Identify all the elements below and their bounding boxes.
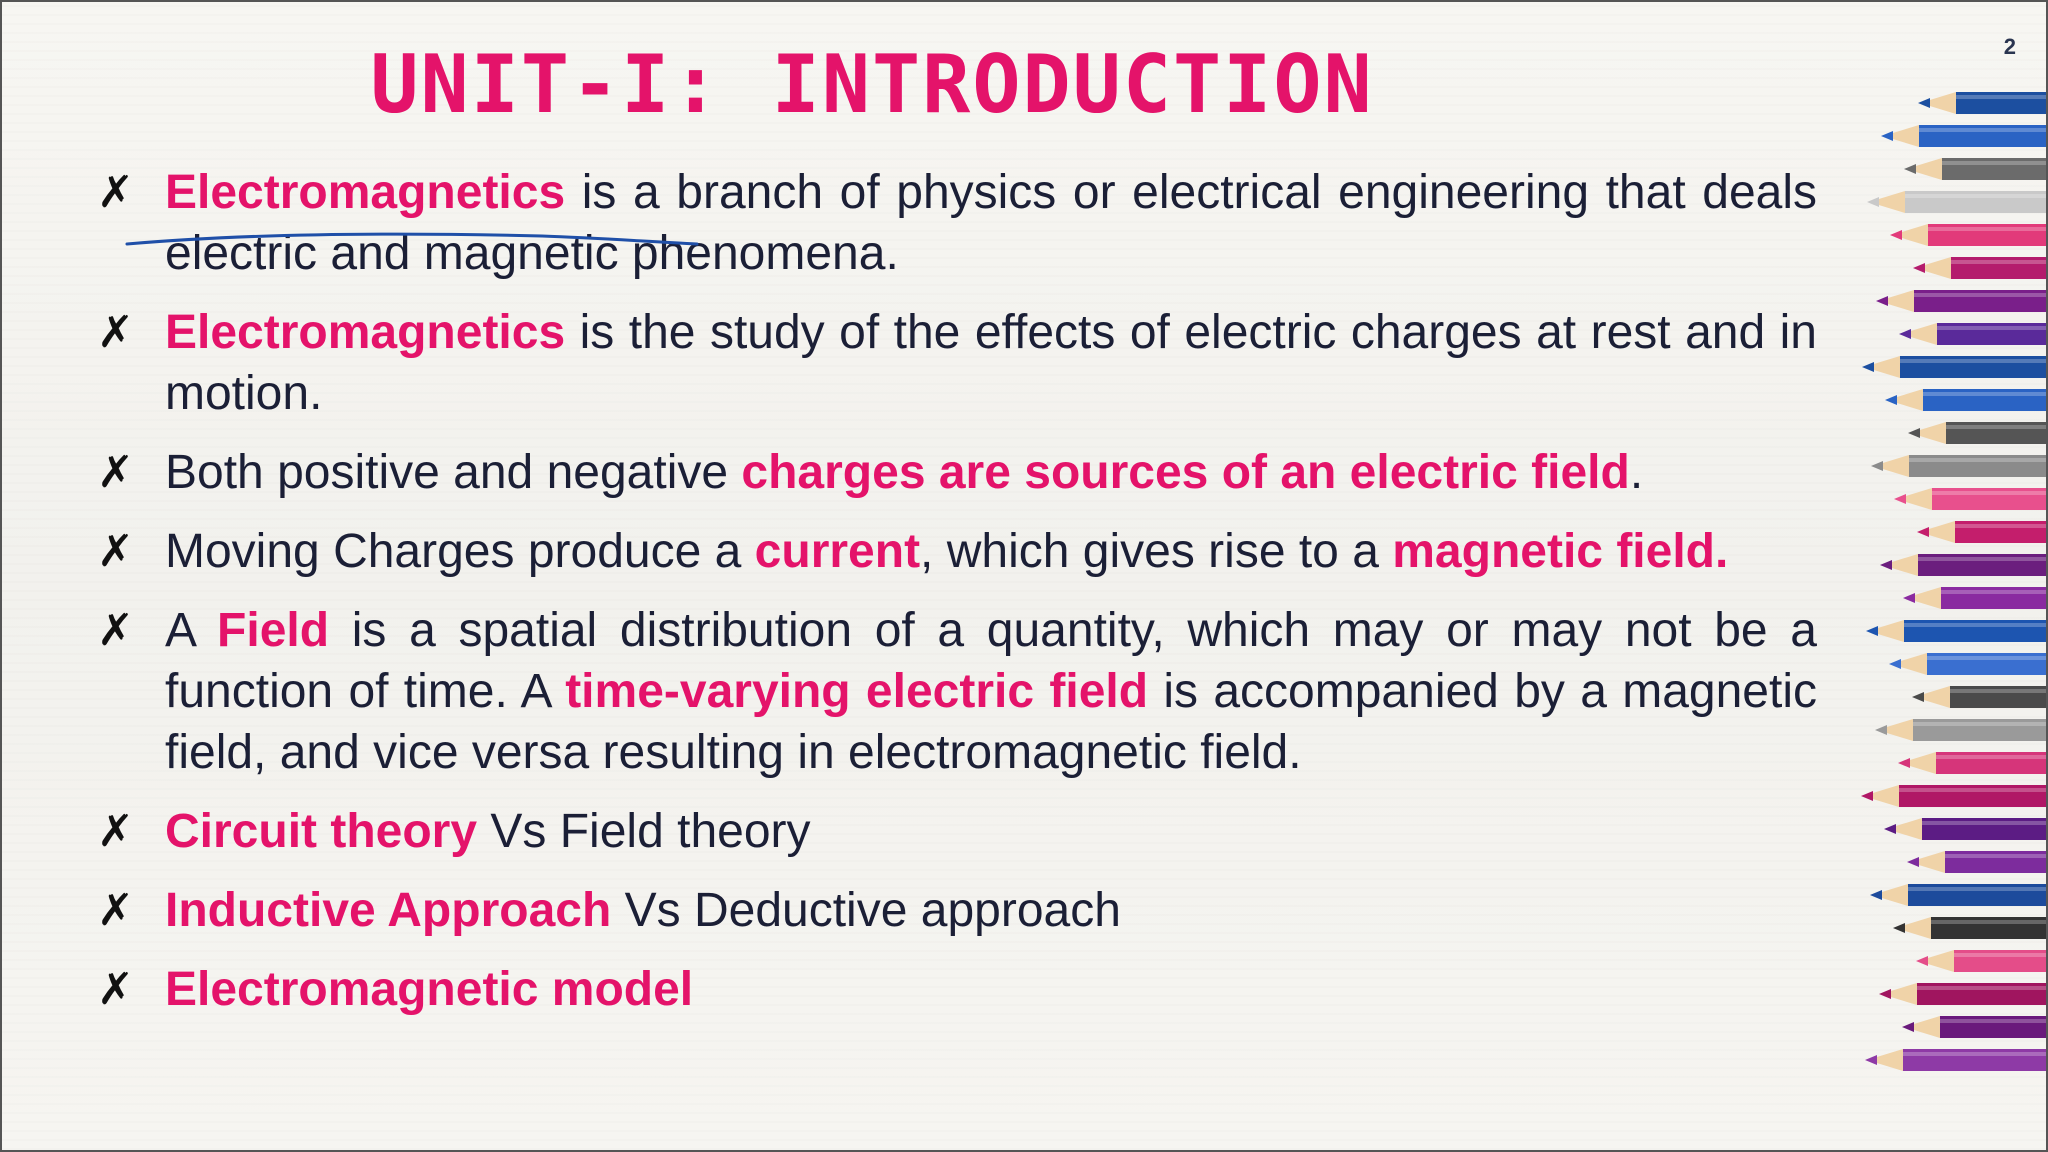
pencil-icon xyxy=(1913,257,2046,279)
pencil-icon xyxy=(1917,521,2046,543)
pencil-icon xyxy=(1875,719,2046,741)
pencil-icon xyxy=(1918,92,2046,114)
bullet-item xyxy=(97,302,1817,424)
keyword: Field xyxy=(217,604,330,657)
pencil-icon xyxy=(1903,587,2046,609)
cross-mark-icon: ✗ xyxy=(97,605,134,656)
bullet-text: is a spatial distribution of a quantity, which may or may not be a function of time. A xyxy=(165,604,1817,718)
bullet-item xyxy=(97,162,1817,284)
cross-mark-icon: ✗ xyxy=(97,964,134,1015)
keyword: magnetic field xyxy=(1392,525,1715,578)
pencil-icon xyxy=(1880,554,2046,576)
pencil-icon xyxy=(1894,488,2046,510)
pencil-icon xyxy=(1899,323,2046,345)
cross-mark-icon: ✗ xyxy=(97,806,134,857)
bullet-list xyxy=(97,162,1817,1020)
cross-mark-icon: ✗ xyxy=(97,167,134,218)
bullet-item xyxy=(97,600,1817,783)
page-number: 2 xyxy=(2003,34,2016,59)
colored-pencils-border xyxy=(1786,82,2046,1102)
pencil-icon xyxy=(1870,884,2046,906)
pencil-icon xyxy=(1890,224,2046,246)
pencil-icon xyxy=(1881,125,2046,147)
pencil-icon xyxy=(1912,686,2046,708)
pencil-icon xyxy=(1898,752,2046,774)
keyword: current xyxy=(754,525,921,578)
pencil-icon xyxy=(1867,191,2046,213)
bullet-item xyxy=(97,880,1817,941)
pencil-icon xyxy=(1876,290,2046,312)
keyword: Inductive Approach xyxy=(165,884,612,937)
pencil-icon xyxy=(1893,917,2046,939)
bullet-text: , which gives rise to a xyxy=(920,525,1393,578)
pencil-icon xyxy=(1889,653,2046,675)
pencil-icon xyxy=(1866,620,2046,642)
cross-mark-icon: ✗ xyxy=(97,447,134,498)
pencil-icon xyxy=(1908,422,2046,444)
bullet-text: . xyxy=(1714,525,1729,578)
pencil-icon xyxy=(1902,1016,2046,1038)
pencil-icon xyxy=(1879,983,2046,1005)
pencil-icon xyxy=(1904,158,2046,180)
bullet-text: A xyxy=(165,604,218,657)
pencil-icon xyxy=(1916,950,2046,972)
pencil-icon xyxy=(1871,455,2046,477)
pencil-icon xyxy=(1862,356,2046,378)
pencil-icon xyxy=(1884,818,2046,840)
cross-mark-icon: ✗ xyxy=(97,885,134,936)
keyword: Electromagnetics xyxy=(165,166,566,219)
cross-mark-icon: ✗ xyxy=(97,307,134,358)
bullet-item xyxy=(97,959,1817,1020)
bullet-item xyxy=(97,521,1817,582)
bullet-text: Moving Charges produce a xyxy=(165,525,755,578)
bullet-text: Both positive and negative xyxy=(165,446,742,499)
pencil-icon xyxy=(1861,785,2046,807)
keyword: charges are sources of an electric field xyxy=(741,446,1630,499)
keyword: Circuit theory xyxy=(165,805,478,858)
pen-underline-annotation xyxy=(122,228,702,252)
bullet-item xyxy=(97,801,1817,862)
pencil-icon xyxy=(1865,1049,2046,1071)
bullet-text: Vs Field theory xyxy=(477,805,811,858)
pencil-icon xyxy=(1885,389,2046,411)
keyword: Electromagnetic model xyxy=(165,963,694,1016)
bullet-text: . xyxy=(1629,446,1644,499)
slide-title: UNIT-I: INTRODUCTION xyxy=(370,38,1374,131)
bullet-item xyxy=(97,442,1817,503)
keyword: Electromagnetics xyxy=(165,306,566,359)
cross-mark-icon: ✗ xyxy=(97,526,134,577)
keyword: time-varying electric field xyxy=(565,665,1149,718)
bullet-text: is accompanied by a magnetic field, and vice versa resulting in electromagnetic field. xyxy=(165,665,1817,779)
pencil-icon xyxy=(1907,851,2046,873)
bullet-text: Vs Deductive approach xyxy=(611,884,1121,937)
bullet-text: is a branch of physics or electrical engineering that deals electric and magnetic phenomena. xyxy=(165,166,1817,280)
bullet-text: is the study of the effects of electric charges at rest and in motion. xyxy=(165,306,1817,420)
